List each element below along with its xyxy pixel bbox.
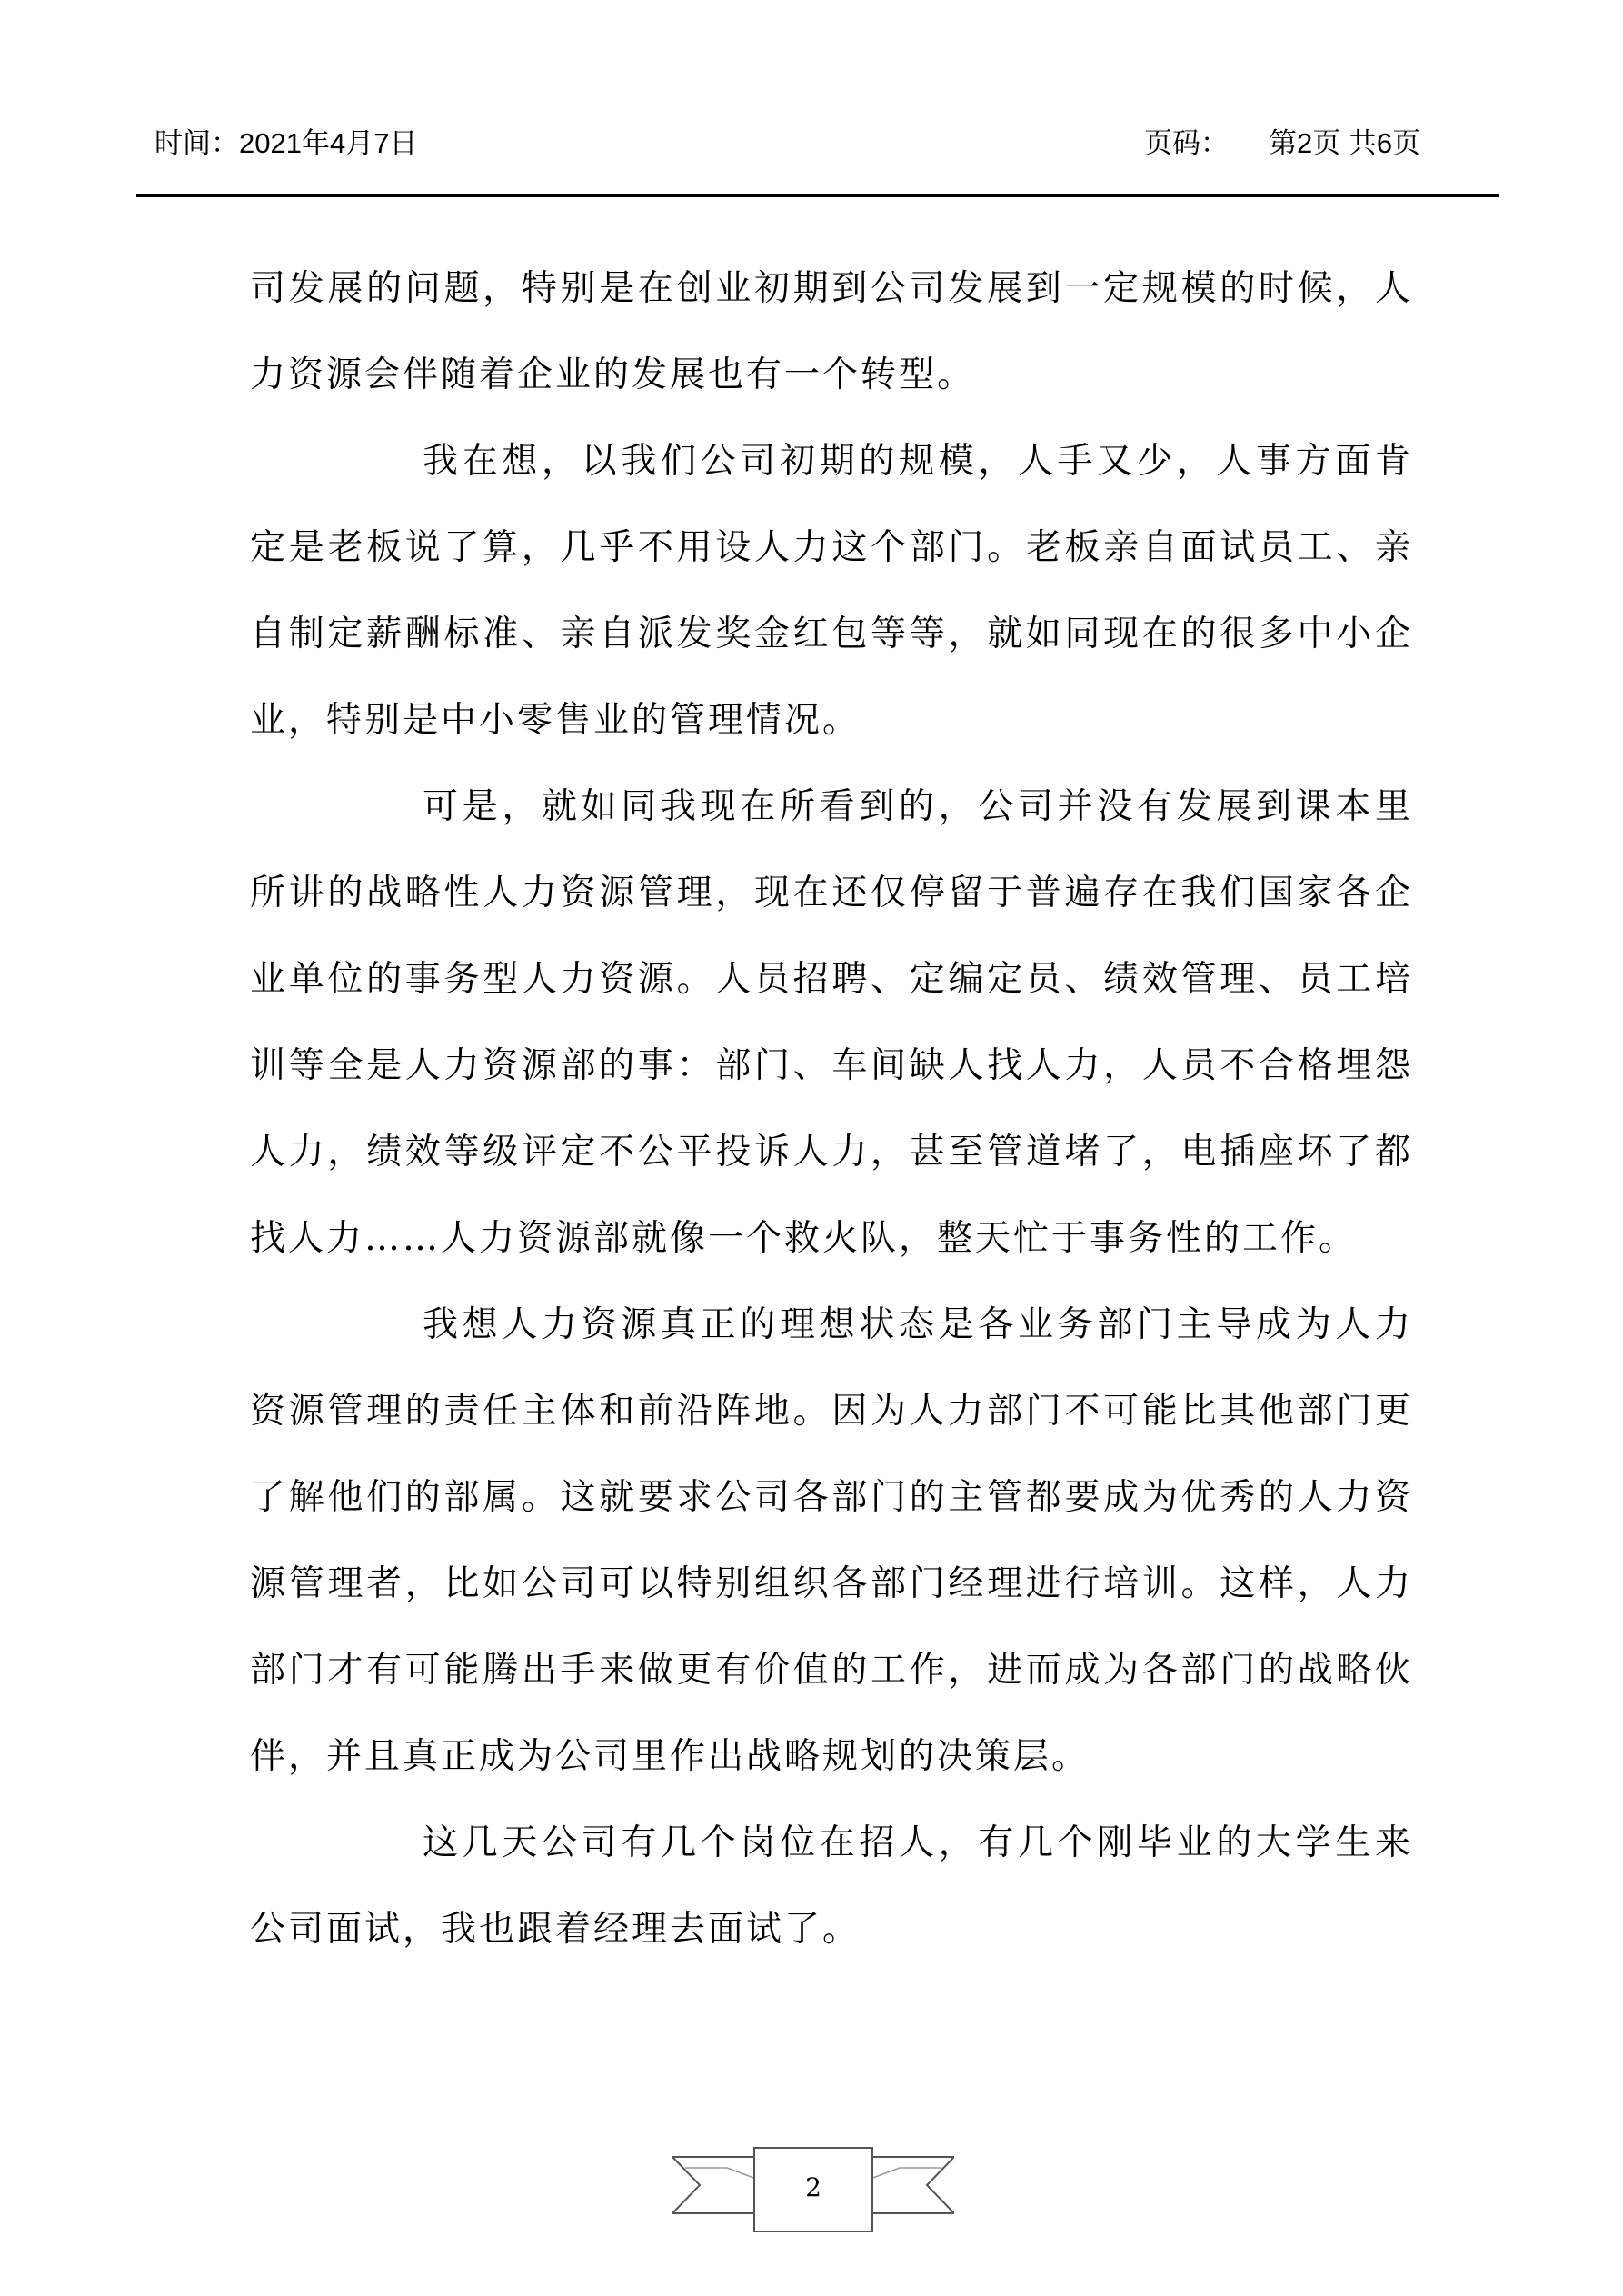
page-number: 2 xyxy=(805,2172,821,2202)
header-page-info xyxy=(1144,125,1420,162)
header-divider xyxy=(136,194,1499,197)
paragraph: 我在想，以我们公司初期的规模，人手又少，人事方面肯定是老板说了算，几乎不用设人力这个部门。老板亲自面试员工、亲自制定薪酬标准、亲自派发奖金红包等等，就如同现在的很多中小企业，特别是中小零售业的管理情况。 xyxy=(250,441,1413,741)
paragraph: 可是，就如同我现在所看到的，公司并没有发展到课本里所讲的战略性人力资源管理，现在还仅停留于普遍存在我们国家各企业单位的事务型人力资源。人员招聘、定编定员、绩效管理、员工培训等全是人力资源部的事：部门、车间缺人找人力，人员不合格埋怨人力，绩效等级评定不公平投诉人力，甚至管道堵了，电插座坏了都找人力……人力资源部就像一个救火队，整天忙于事务性的工作。 xyxy=(250,786,1413,1259)
paragraph: 我想人力资源真正的理想状态是各业务部门主导成为人力资源管理的责任主体和前沿阵地。因为人力部门不可能比其他部门更了解他们的部属。这就要求公司各部门的主管都要成为优秀的人力资源管理者，比如公司可以特别组织各部门经理进行培训。这样，人力部门才有可能腾出手来做更有价值的工作，进而成为各部门的战略伙伴，并且真正成为公司里作出战略规划的决策层。 xyxy=(250,1304,1413,1777)
header-page-label: 页码： xyxy=(1144,127,1229,159)
header-page-count: 第2页 共6页 xyxy=(1269,127,1421,159)
paragraph: 这几天公司有几个岗位在招人，有几个刚毕业的大学生来公司面试，我也跟着经理去面试了。 xyxy=(250,1822,1413,1950)
header-date: 时间：2021年4月7日 xyxy=(154,127,418,159)
document-body xyxy=(250,245,1413,1972)
page-number-badge xyxy=(672,2141,954,2241)
paragraph: 司发展的问题，特别是在创业初期到公司发展到一定规模的时候，人力资源会伴随着企业的发展也有一个转型。 xyxy=(250,268,1413,395)
